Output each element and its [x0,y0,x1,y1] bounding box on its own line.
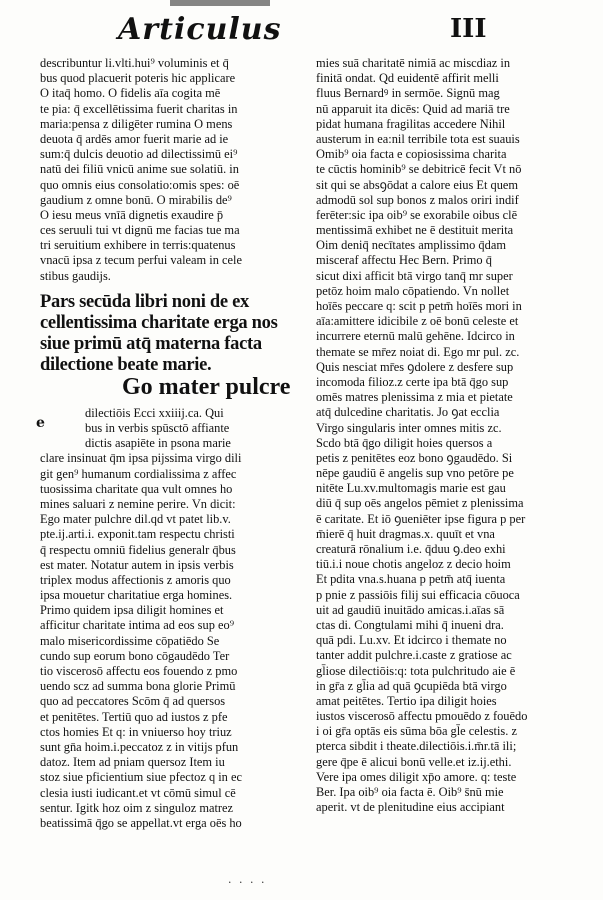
text-line: bus in verbis spūsctō affiante [85,421,230,435]
text-line: vnacū ipsa z tecum perfui valeam in cele [40,253,242,268]
text-line: sunt gn̄a hoim.i.peccatoz z in vitijs pfun [40,739,239,754]
text-line: petōz hoim malo cōpatiendo. Vn nollet [316,283,510,298]
text-line: Omib⁹ oia facta e copiosissima charita [316,147,507,162]
text-line: m̄ierē q̄ huit dragmas.x. quuīt et vna [316,526,495,541]
text-line: mentissimā exhibet ne ē destituit merita [316,223,514,238]
text-line: ipsa mouetur charitatiue erga homines. [40,588,233,603]
heading-line: siue primū atq̄ materna facta [40,333,262,354]
text-line: incomoda filioz.z certe ipa btā q̄go sup [316,374,509,389]
text-line: mies suā charitatē nimiā ac miscdiaz in [316,56,511,70]
text-line: O itaq̄ homo. O fidelis aīa cogita mē [40,86,221,101]
text-line: sicut dixi afficit btā virgo tanq̄ mr super [316,268,513,283]
text-line: nēpe gaudiū ē angelis sup vno petōre pe [316,466,514,481]
text-line: beatissimā q̄go se appellat.vt erga oēs ho [40,815,242,830]
text-line: clesia iusti iudicant.et vt cōmū simul cē [40,785,236,800]
text-line: ces seruuli tui vt dignū me facias tue ma [40,223,240,238]
text-line: hoīēs peccare q: scit p petm̄ hoīēs mori in [316,299,522,313]
text-line: tri seruitium exhibere in terris:quatenus [40,238,236,253]
text-line: Scdo btā q̄go diligit hoies quersos a [316,435,493,450]
text-line: maria:pensa z diligēter rumina O mens [40,116,233,131]
text-line: sum:q̄ dulcis deuotio ad dilectissimū ei⁹ [40,147,238,162]
text-line: pterca sibdit i theate.dilectiōis.i.m̄r.tā ili; [316,739,517,754]
text-line: Ber. Ipa oib⁹ oia facta ē. Oib⁹ s̄nū mie [316,785,504,799]
left-column-bottom-text [40,451,308,831]
text-line: aīa:amittere idicibile z oē bonū celeste et [316,314,519,329]
text-line: tuosissima charitate qua vult omnes ho [40,481,233,496]
text-line: omēs matres plenissima z mia et pietate [316,390,513,405]
text-line: creaturā rōnalium i.e. q̄duu ꝯ.deo exhi [316,542,506,556]
text-line: dictis asapiēte in psona marie [85,436,231,451]
text-line: tio viscerosō affectu eos fouendo z pmo [40,664,238,678]
text-line: Quis nesciat mr̄es ꝯdolere z desfere sup [316,359,514,374]
text-line: O iesu meus vnīā dignetis exaudire p̄ [40,207,224,222]
text-line: ctas di. Congtulami mihi q̄ inueni dra. [316,617,504,632]
margin-letter: e [36,415,45,431]
text-line: uendo scz ad summa bona glorie Primū [40,679,236,694]
ink-smudge [170,0,270,6]
text-line: quā pdi. Lu.xv. Et idcirco i themate no [316,633,507,648]
text-line: est mater. Notatur autem in ipsis verbis [40,557,234,572]
text-line: dilectiōis Ecci xxiiij.ca. Qui [85,405,224,420]
text-line: triplex modus affectionis z amoris quo [40,572,231,587]
text-line: describuntur li.vlti.hui⁹ voluminis et q̄ [40,56,229,70]
text-line: Virgo singularis inter omnes mitis zc. [316,420,502,435]
text-line: stoz siue pficientium siue pfectoz q in ec [40,770,242,785]
text-line: malo misericordissime cōpatiēdo Se [40,633,220,648]
text-line: in gr̄a z gl̄ia ad quā ꝯcupiēda btā virgo [316,678,507,693]
text-line: iustos viscerosō affectu pmouēdo z fouēdo [316,709,528,724]
section-heading [40,292,308,376]
text-line: mines saluari z nemine perire. Vn dicit: [40,496,236,511]
text-line: cundo sup eorum bono cōgaudēdo Ter [40,648,230,663]
text-line: gere q̄pe ē alicui bonū velle.et iz.ij.ethi. [316,754,512,769]
left-column [40,56,308,831]
text-line: amat peitētes. Tertio ipa diligit hoies [316,693,497,708]
text-line: ctos homies Et q: in vniuerso hoy triuz [40,724,232,739]
text-line: petis z penitētes eoz bono ꝯgaudēdo. Si [316,450,513,465]
text-line: admodū sol sup bonos z malos oriri indif [316,192,519,207]
text-line: natū dei filiū vnicū anime sue solatiū. in [40,162,239,177]
text-line: pidat humana fragilitas accedere Nihil [316,116,506,131]
text-line: et penitētes. Tertiū quo ad iustos z pfe [40,709,228,724]
signature-mark: · · · · [228,876,267,889]
text-line: atq̄ dulcedine charitatis. Jo ꝯat ecclia [316,405,500,420]
text-line: quo ad peccatores Scōm q̄ ad quersos [40,694,226,709]
text-line: deuota q̄ ardēs amor fuerit marie ad ie [40,131,229,146]
text-line: datoz. Item ad pniam quersoz Item iu [40,755,225,770]
text-line: themate se mr̄ez noiat di. Ego mr pul. zc. [316,344,520,359]
text-line: fluus Bernardꝰ in sermōe. Signū mag [316,86,500,101]
text-line: tiū.i.i noue chotis angeloz z decio hoim [316,557,511,572]
text-line: aperit. vt de plenitudine eius accipiant [316,800,505,815]
text-line: q̄ respectu omniū fidelius generalr q̄bus [40,542,236,557]
text-line: sentur. Igitk hoz oim z singuloz matrez [40,800,234,815]
text-line: te pia: q̄ excellētissima fuerit charitas in [40,101,238,116]
text-line: stibus gaudijs. [40,268,111,283]
text-line: Primo quidem ipsa diligit homines et [40,603,224,618]
text-line: quo omnis eius consolatio:omis spes: oē [40,177,240,192]
text-line: austerum in ea:nil terribile tota est suauis [316,131,520,146]
folio-number: III [450,14,487,44]
left-column-incipit-continuation [40,406,308,452]
right-column [316,56,592,815]
heading-line: dilectione beate marie. [40,354,212,375]
heading-line: Pars secūda libri noni de ex [40,291,249,312]
text-line: ferēter:sic ipa oib⁹ se exorabile oibus clē [316,207,518,222]
text-line: git gen⁹ humanum cordialissima z affec [40,466,237,481]
text-line: Vere ipa omes diligit xp̄o amore. q: teste [316,769,517,784]
text-line: Oim deniq̄ necītates amplissimo q̄dam [316,238,506,253]
text-line: nitēte Lu.xv.multomagis marie est gau [316,481,506,496]
text-line: ē caritate. Et iō ꝯueniēter ipse figura p per [316,511,526,526]
text-line: incurrere eternū malū gehēne. Idcirco in [316,329,515,344]
left-column-top-text [40,56,308,284]
incipit-row [40,373,308,406]
text-line: diū q̄ sup oēs angelos pēmiet z plenissima [316,496,524,511]
text-line: gaudium z omne bonū. O mirabilis de⁹ [40,192,232,207]
text-line: sit qui se absꝯōdat a calore eius Et quem [316,177,519,192]
text-line: te cūctis hominib⁹ se debitricē fecit Vt nō [316,162,522,177]
text-line: i oi gr̄a optās eis sūma bōa gl̄e celestis. z [316,724,517,739]
page-header [0,10,603,50]
text-line: p pnie z passiōis filij sui efficacia cōuoca [316,587,520,602]
running-title: Articulus [118,12,282,47]
text-line: pte.ij.arti.i. exponit.tam respectu christi [40,527,235,542]
text-line: misceraf affectu Hec Bern. Primo q̄ [316,253,492,268]
text-line: afficitur charitate intima ad eos sup eo⁹ [40,618,235,633]
text-line: uit ad gaudiū inuitādo amicas.i.aīas sā [316,602,505,617]
heading-line: cellentissima charitate erga nos [40,312,278,333]
text-line: nū apparuit ita dicēs: Quid ad mariā tre [316,101,510,116]
text-line: bus quod placuerit poteris hic applicare [40,71,236,86]
text-line: Ego mater pulchre dil.qd vt patet lib.v. [40,512,231,527]
text-line: clare insinuat q̄m ipsa pijssima virgo dili [40,451,242,466]
incipit-text: Go mater pulcre [122,373,291,400]
text-line: tanter addit pulchre.i.caste z gratiose ac [316,648,512,663]
text-line: finitā ondat. Qd euidentē affirit melli [316,71,499,86]
text-line: gl̄iose dilectiōis:q: tota pulchritudo aie ē [316,663,516,678]
text-line: Et pdita vna.s.huana p petm̄ atq̄ iuenta [316,572,506,587]
